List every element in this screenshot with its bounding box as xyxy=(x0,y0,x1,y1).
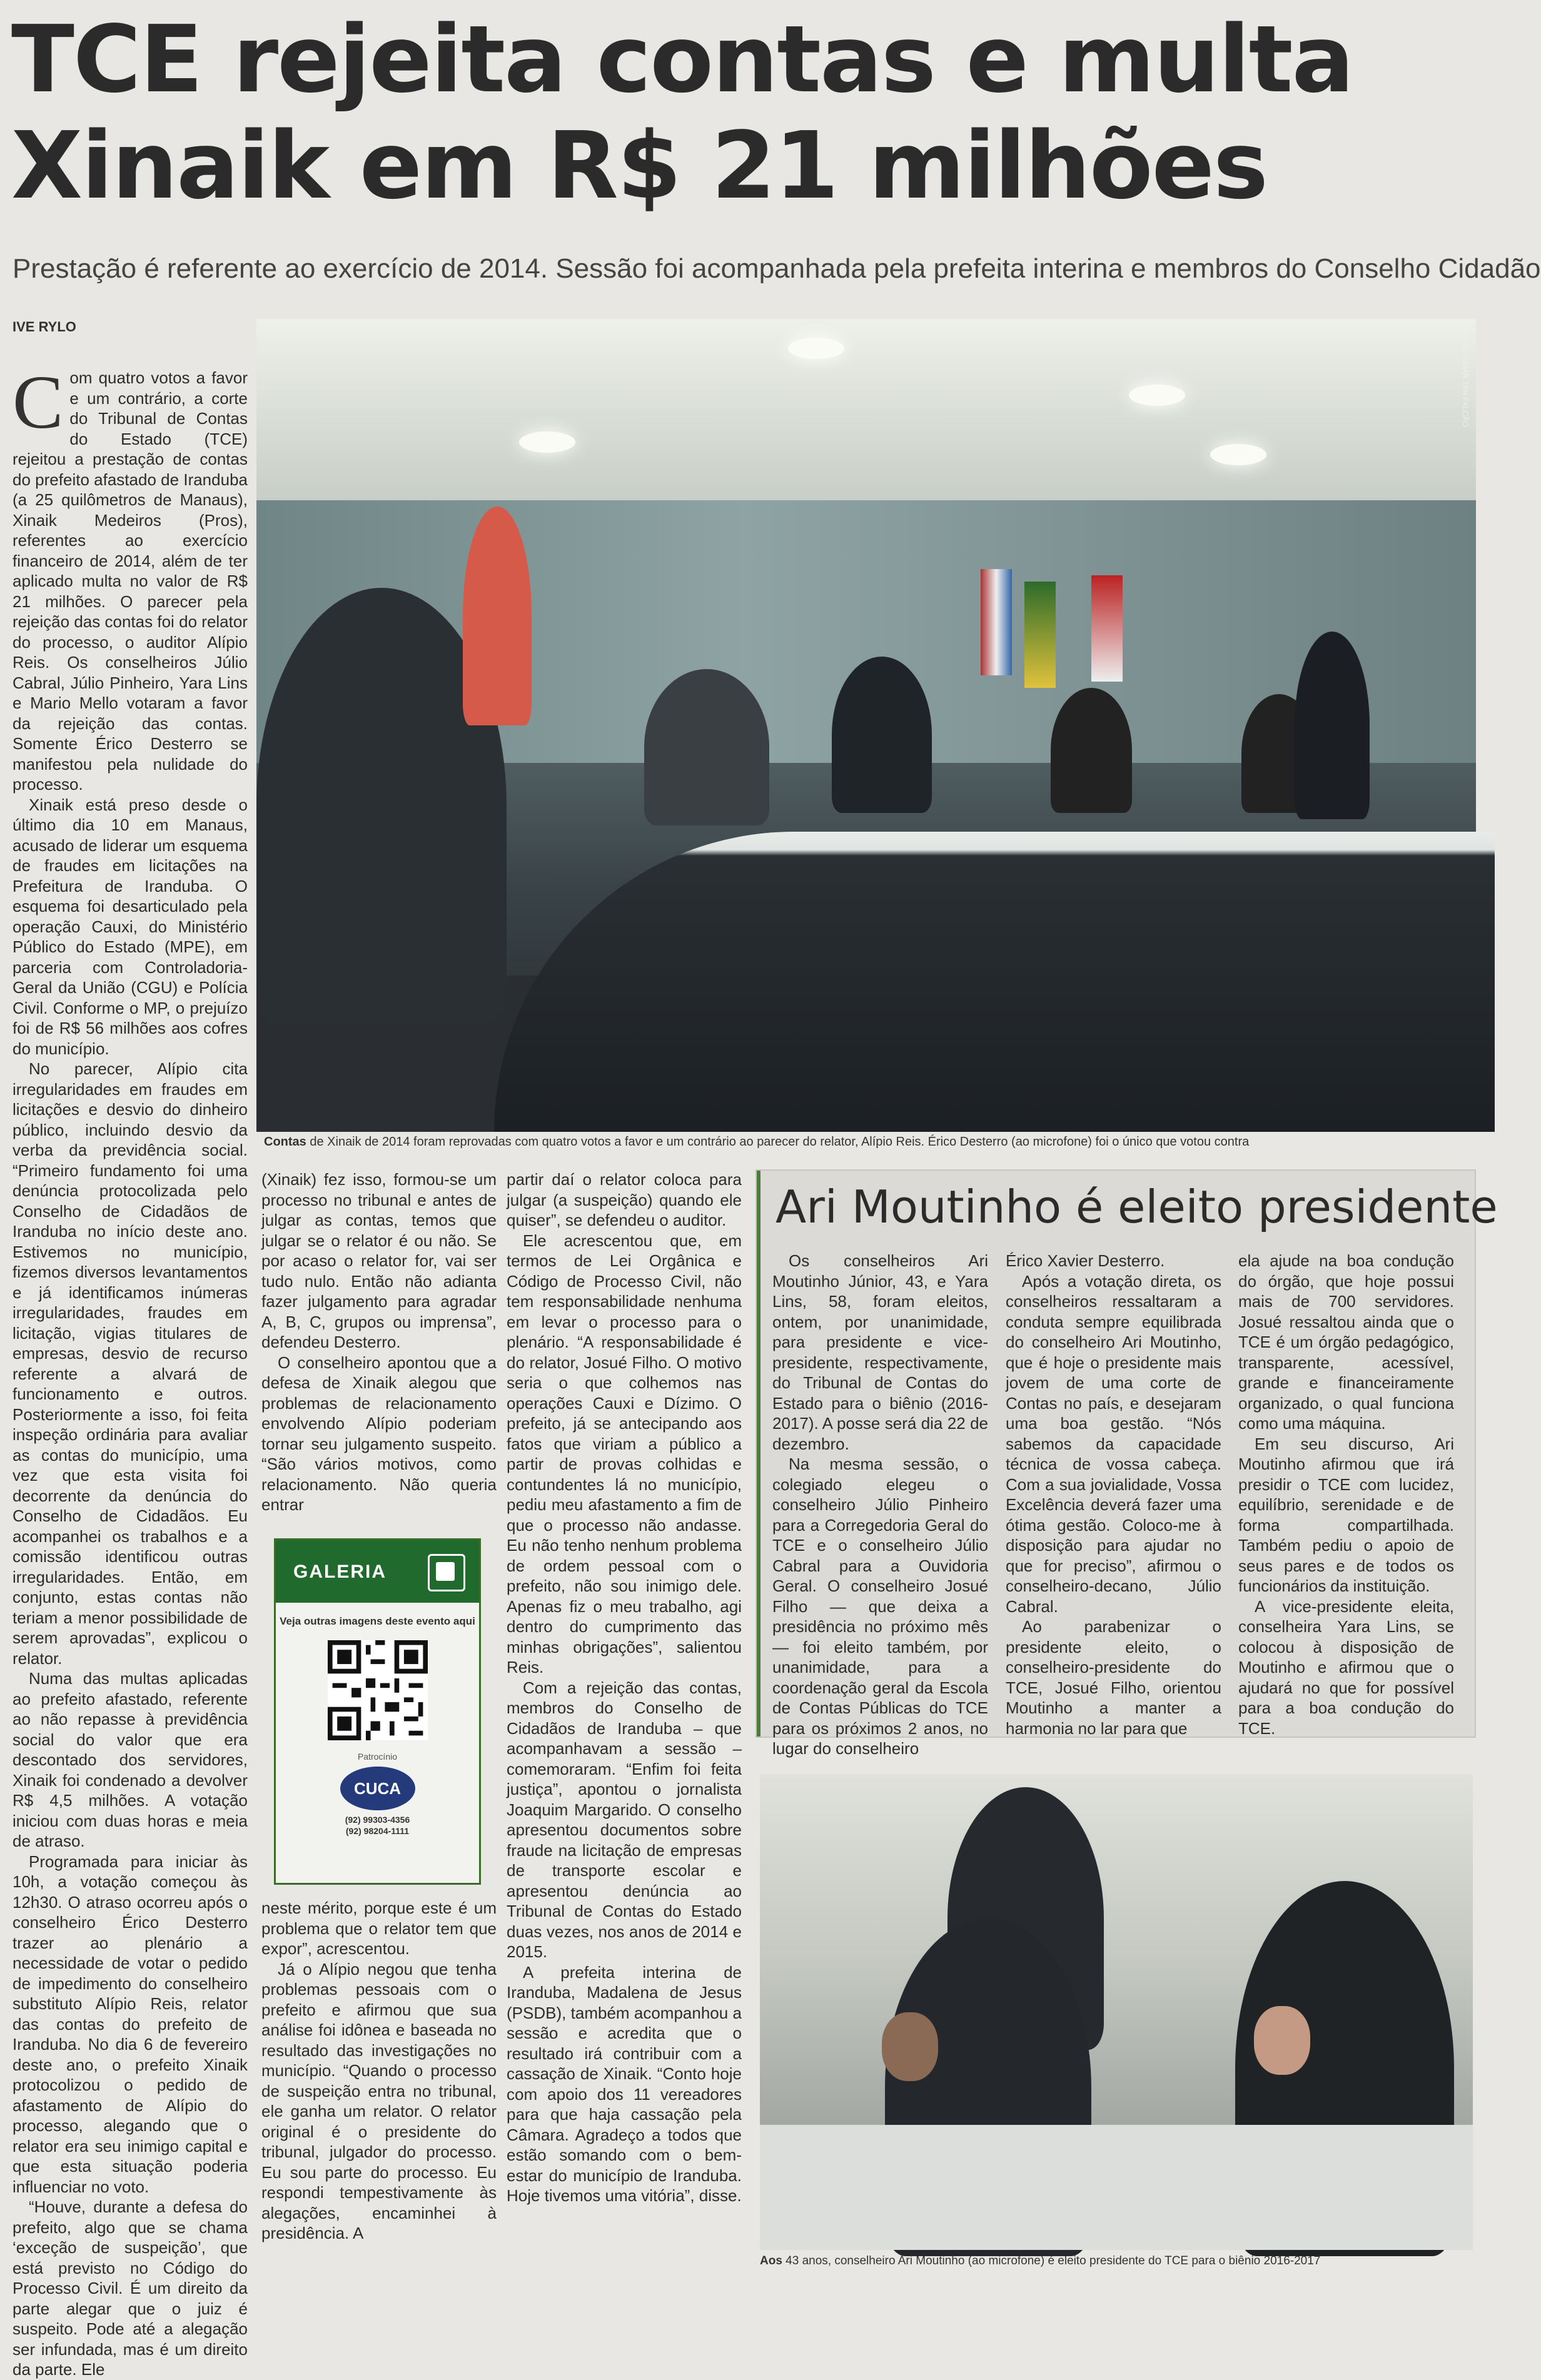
sponsor-label: Patrocínio xyxy=(357,1752,398,1762)
article-paragraph: neste mérito, porque este é um problema que o relator tem que expor”, acrescentou. xyxy=(261,1898,497,1958)
photo-caption xyxy=(264,1135,1471,1149)
article-column-2-top xyxy=(261,1169,497,1520)
article-paragraph: Com a rejeição das contas, membros do Conselho de Cidadãos de Iranduba – que acompanhavam a sessão – comemoraram. “Enfim foi feita justiça”, apontou o jornalista Joaquim Margarido. O conselho apresentou documentos sobre fraude na licitação de empresas de transporte escolar e apresentou denúncia ao Tribunal de Contas do Estado duas vezes, nos anos de 2014 e 2015. xyxy=(507,1678,742,1961)
photo-credit: FOTOS: ISMAR TAN FALCÃO xyxy=(1461,325,1470,427)
article-paragraph: (Xinaik) fez isso, formou-se um processo no tribunal e antes de julgar as contas, temos que julgar se o relator é ou não. Se por acaso o relator for, vai ser tudo nulo. Então não adianta fazer julgamento para agradar A, B, C, grupos ou imprensa”, defendeu Desterro. xyxy=(261,1170,497,1351)
sidebar-paragraph: Érico Xavier Desterro. xyxy=(1006,1251,1165,1270)
caption-text: 43 anos, conselheiro Ari Moutinho (ao microfone) é eleito presidente do TCE para o biênio 2016-2017 xyxy=(782,2254,1321,2267)
sidebar-column-1 xyxy=(772,1251,988,1758)
article-paragraph: A prefeita interina de Iranduba, Madalena de Jesus (PSDB), também acompanhou a sessão e acredita que o resultado irá contribuir com a cassação de Xinaik. “Conto hoje com apoio dos 11 vereadores para que haja cassação pela Câmara. Agradeço a todos que estão somando com o bem-estar do município de Iranduba. Hoje tivemos uma vitória”, disse. xyxy=(507,1962,742,2205)
sponsor-phone: (92) 98204-1111 xyxy=(345,1826,410,1836)
sidebar-paragraph: Em seu discurso, Ari Moutinho afirmou que irá presidir o TCE com lucidez, equilíbrio, serenidade e de forma compartilhada. Também pediu o apoio de seus pares e de todos os funcionários da instituição. xyxy=(1238,1434,1454,1595)
photo-tce-session xyxy=(256,319,1476,1129)
sidebar-paragraph: Os conselheiros Ari Moutinho Júnior, 43, e Yara Lins, 58, foram eleitos, ontem, por unanimidade, para presidente e vice-presidente, respectivamente, do Tribunal de Contas do Estado para o biênio (2016-2017). A posse será dia 22 de dezembro. xyxy=(772,1251,988,1453)
article-paragraph: Programada para iniciar às 10h, a votação começou às 12h30. O atraso ocorreu após o conselheiro Érico Desterro trazer ao plenário a necessidade de votar o pedido de impedimento do conselheiro substituto Alípio Reis, relator das contas do prefeito de Iranduba. No dia 6 de fevereiro deste ano, o prefeito Xinaik protocolizou o pedido de afastamento de Alípio do processo, alegando que o relator era seu inimigo capital e que esta situação poderia influenciar no voto. xyxy=(13,1852,248,2196)
subtitle: Prestação é referente ao exercício de 2014. Sessão foi acompanhada pela prefeita interina e membros do Conselho Cidadão xyxy=(13,253,1541,284)
sidebar-paragraph: A vice-presidente eleita, conselheira Yara Lins, se colocou à disposição de Moutinho e afirmou que o ajudará no que for possível para a boa condução do TCE. xyxy=(1238,1596,1454,1738)
article-intro: om quatro votos a favor e um contrário, a corte do Tribunal de Contas do Estado (TCE) rejeitou a prestação de contas do prefeito afastado de Iranduba (a 25 quilômetros de Manaus), Xinaik Medeiros (Pros), referentes ao exercício financeiro de 2014, além de ter aplicado multa no valor de R$ 21 milhões. O parecer pela rejeição das contas foi do relator do processo, o auditor Alípio Reis. Os conselheiros Júlio Cabral, Júlio Pinheiro, Yara Lins e Mario Mello votaram a favor da rejeição das contas. Somente Érico Desterro se manifestou pela nulidade do processo. xyxy=(13,368,248,794)
article-paragraph: Ele acrescentou que, em termos de Lei Orgânica e Código de Processo Civil, não tem responsabilidade nenhuma em levar o processo para o plenário. “A responsabilidade é do relator, Josué Filho. O motivo seria o que colhemos nas operações Cauxi e Dízimo. O prefeito, já se antecipando aos fatos que viriam a público a partir de provas colhidas e contundentes lá no município, pediu meu afastamento a fim de que o processo não andasse. Eu não tenho nenhum problema de ordem pessoal com o prefeito, não sou inimigo dele. Apenas fiz o meu trabalho, agi dentro do cumprimento das minhas obrigações”, salientou Reis. xyxy=(507,1231,742,1677)
caption-lead: Contas xyxy=(264,1135,306,1149)
article-column-2-bottom xyxy=(261,1898,497,2267)
sidebar-column-3 xyxy=(1238,1251,1454,1738)
article-paragraph: Já o Alípio negou que tenha problemas pessoais com o prefeito e afirmou que sua análise foi idônea e baseada no resultado das investigações no município. “Quando o processo de suspeição entra no tribunal, ele ganha um relator. O relator original é o presidente do tribunal, julgador do processo. Eu sou parte do processo. Eu respondi tempestivamente às alegações, encaminhei à presidência. A xyxy=(261,1959,497,2242)
galeria-box[interactable] xyxy=(274,1538,481,1885)
article-paragraph: “Houve, durante a defesa do prefeito, algo que se chama ‘exceção de suspeição’, que está previsto no Código do Processo Civil. É um direito da parte alegar que o juiz é suspeito. Pode até a alegação ser infundada, mas é um direito da parte. Ele xyxy=(13,2197,248,2379)
article-paragraph: O conselheiro apontou que a defesa de Xinaik alegou que problemas de relacionamento envolvendo Alípio poderiam tornar seu julgamento suspeito. “São vários motivos, como relacionamento. Não queria entrar xyxy=(261,1353,497,1514)
sidebar-paragraph: ela ajude na boa condução do órgão, que hoje possui mais de 700 servidores. Josué ressaltou ainda que o TCE é um órgão pedagógico, transparente, acessível, grande e financeiramente organizado, o qual funciona como uma máquina. xyxy=(1238,1251,1454,1433)
photo-ari-moutinho xyxy=(760,1775,1473,2250)
article-paragraph: Numa das multas aplicadas ao prefeito afastado, referente ao não repasse à previdência social do valor que era descontado dos servidores, Xinaik foi condenado a devolver R$ 4,5 milhões. A votação iniciou com duas horas e meia de atraso. xyxy=(13,1669,248,1850)
article-column-1 xyxy=(13,360,248,2379)
article-paragraph: partir daí o relator coloca para julgar (a suspeição) quando ele quiser”, se defendeu o auditor. xyxy=(507,1170,742,1229)
article-paragraph: No parecer, Alípio cita irregularidades em fraudes em licitações e desvio do dinheiro público, incluindo desvio da verba da previdência social. “Primeiro fundamento foi uma denúncia protocolizada pelo Conselho de Cidadãos de Iranduba no início deste ano. Estivemos no município, fizemos diversos levantamentos e já identificamos inúmeras irregularidades, fraudes em licitação, vigias titulares de empresas, desvio de recurso referente a alvará de funcionamento e outros. Posteriormente a isso, foi feita inspeção ordinária para avaliar as contas do município, uma vez que esta visita foi decorrente da denúncia do Conselho de Cidadãos. Eu acompanhei os trabalhos e a comissão identificou outras irregularidades. Então, em conjunto, estas contas não teriam a menor possibilidade de serem aprovadas”, explicou o relator. xyxy=(13,1059,248,1668)
photo-caption-2 xyxy=(760,2254,1473,2268)
galeria-text: Veja outras imagens deste evento aqui xyxy=(280,1615,475,1627)
headline-line-2: Xinaik em R$ 21 milhões xyxy=(11,112,1268,219)
sidebar-paragraph: Após a votação direta, os conselheiros ressaltaram a conduta sempre equilibrada do conselheiro Ari Moutinho, que é hoje o presidente mais jovem de uma corte de Contas no país, e desejaram uma boa gestão. “Nós sabemos da capacidade técnica de vossa cabeça. Com a sua jovialidade, Vossa Excelência deverá fazer uma ótima gestão. Coloco-me à disposição para ajudar no que for preciso”, afirmou o conselheiro-decano, Júlio Cabral. xyxy=(1006,1271,1221,1616)
caption-lead: Aos xyxy=(760,2254,782,2267)
sidebar-paragraph: Ao parabenizar o presidente eleito, o conselheiro-presidente do TCE, Josué Filho, orientou Moutinho a manter a harmonia no lar para que xyxy=(1006,1617,1221,1738)
byline: IVE RYLO xyxy=(13,319,76,335)
headline-line-1: TCE rejeita contas e multa xyxy=(11,6,1353,113)
sponsor-logo: CUCA xyxy=(340,1767,415,1810)
sidebar-column-2 xyxy=(1006,1251,1221,1738)
sidebar-title: Ari Moutinho é eleito presidente xyxy=(776,1181,1498,1233)
photo-gallery-icon xyxy=(428,1554,465,1591)
sidebar-paragraph: Na mesma sessão, o colegiado elegeu o conselheiro Júlio Pinheiro para a Corregedoria Geral do TCE e o conselheiro Júlio Cabral para a Ouvidoria Geral. O conselheiro Josué Filho — que deixa a presidência no próximo mês — foi eleito também, por unanimidade, para a coordenação geral da Escola de Contas Públicas do TCE para os próximos 2 anos, no lugar do conselheiro xyxy=(772,1455,988,1758)
article-paragraph: Xinaik está preso desde o último dia 10 em Manaus, acusado de liderar um esquema de fraudes em licitações na Prefeitura de Iranduba. O esquema foi desarticulado pela operação Cauxi, do Ministério Público do Estado (MPE), em parceria com Controladoria-Geral da União (CGU) e Polícia Civil. Conforme o MP, o prejuízo foi de R$ 56 milhões aos cofres do município. xyxy=(13,795,248,1058)
sponsor-phone: (92) 99303-4356 xyxy=(345,1815,410,1825)
galeria-label: GALERIA xyxy=(293,1561,387,1582)
headline xyxy=(11,6,1475,219)
drop-cap: C xyxy=(13,360,64,445)
article-column-3 xyxy=(507,1169,742,2267)
caption-text: de Xinaik de 2014 foram reprovadas com quatro votos a favor e um contrário ao parecer do relator, Alípio Reis. Érico Desterro (ao microfone) foi o único que votou contra xyxy=(306,1135,1250,1149)
qr-code-icon[interactable] xyxy=(328,1640,428,1740)
